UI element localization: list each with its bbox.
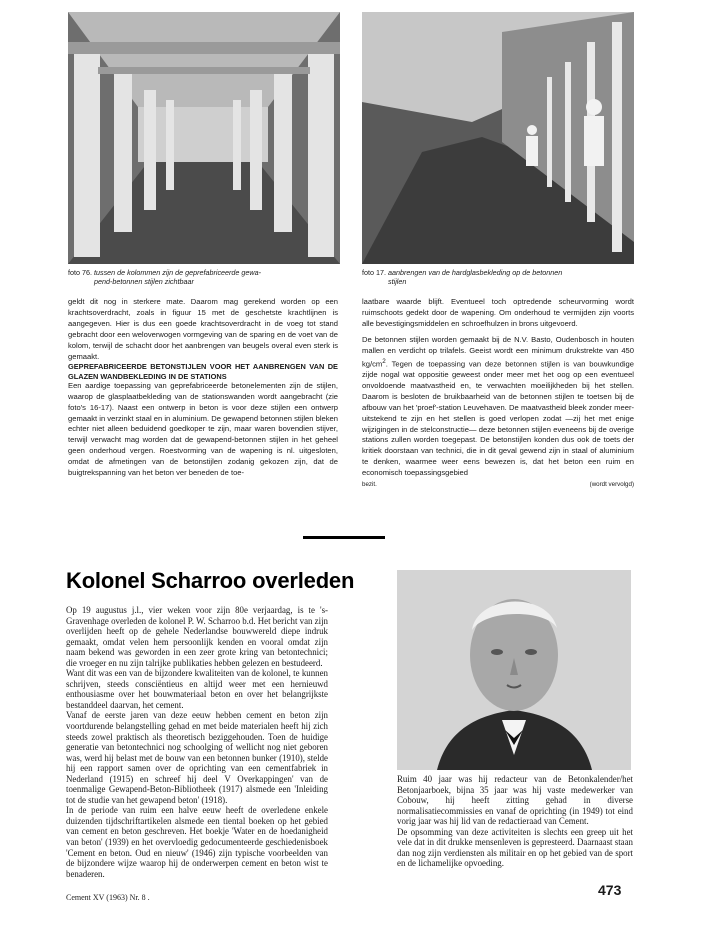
article-subheading: GEPREFABRICEERDE BETONSTIJLEN VOOR HET AANBRENGEN VAN DE GLAZEN WANDBEKLEDING IN DE STATIONS [68,362,338,381]
article-paragraph: geldt dit nog in sterkere mate. Daarom mag gerekend worden op een krachtsoverdracht, zoals in figuur 15 met de geschetste krachtlijnen is aangegeven. Hier is dus een goede krachtsoverdracht in de voeg tot stand gebracht door een weloverwogen vormgeving van de sparing en de voet van de kolom, terwijl de schacht door het aanbrengen van beugels overal even sterk is gemaakt. [68,297,338,361]
obituary-paragraph: Ruim 40 jaar was hij redacteur van de Betonkalender/het Betonjaarboek, bijna 35 jaar was hij vaste medewerker van Cobouw, hij heeft zitting gehad in diverse normalisatiecommissies en vanaf de oprichting (in 1949) tot eind vorig jaar was hij lid van de redactieraad van Cement. [397,774,633,827]
obituary-paragraph: Vanaf de eerste jaren van deze eeuw hebben cement en beton zijn voortdurende belangstelling gehad en met beide materialen heeft hij zich steeds zowel praktisch als theoretisch beziggehouden. Toen de huidige generatie van betontechnici nog schoolging of wellicht nog niet geboren was, werd hij belast met de bouw van een betonnen bunker (1910), stelde hij een rapport samen over de oprichting van een cementfabriek in Nederland (1915) en schreef hij deel V Overkappingen' van de toenmalige Gewapend-Beton-Bibliotheek (1917) alsmede een 'Inleiding tot de studie van het gewapend beton' (1918). [66,710,328,805]
obituary-paragraph: In de periode van ruim een halve eeuw heeft de overledene enkele duizenden tijdschriftartikelen alsmede een tiental boeken op het gebied van cement en beton geschreven. Het boekje 'Water en de hoedanigheid van beton' (1939) en het overvloedig gedocumenteerde geschiedenisboek 'Cement en beton. Oud en nieuw' (1946) zijn typische voorbeelden van de bijzondere wijze waarop hij de onderwerpen cement en beton wist te benaderen. [66,805,328,879]
article-paragraph: De betonnen stijlen worden gemaakt bij de N.V. Basto, Oudenbosch in houten mallen en verdicht op trilafels. Geeist wordt een minimum drukstrekte van 450 $kg/cm^2$. Tegen de toepassing van deze betonnen stijlen is van bouwkundige zijde nogal wat oppositie geweest onder meer met het oog op een eventueel onvoldoende maatvastheid en, te verwachten moeilijkheden bij het stellen. Daarom is besloten de bruikbaarheid van de betonnen stijlen te toetsen bij de afbouw van het 'proef'-station Leuvehaven. De maatvastheid bleek zonder meer-uitstekend te zijn en het stellen is goed verlopen zodat —zij het met enige wijzigingen in de stelconstructie— deze betonnen stijlen eveneens bij de overige stations zullen worden toegepast. De betonstijlen konden dus ook de toets der kritiek doorstaan van technici, die in dit geval gewend zijn in staal of aluminium te denken, waarmee weer eens bewezen is, dat het beton een ruim en economisch toepassingsgebied [362,334,634,478]
superscript: 2 [382,357,386,365]
caption-label: foto 17. [362,268,386,277]
obituary-headline: Kolonel Scharroo overleden [66,568,355,593]
page-number: 473 [598,882,622,898]
photo-caption-right [362,268,634,286]
obituary-paragraph: De opsomming van deze activiteiten is slechts een greep uit het vele dat in dit drukke mensenleven is gepresteerd. Daarnaast staan dan nog zijn verdiensten als militair en op het gebied van de sport en de lichamelijke opvoeding. [397,826,633,869]
article-column-right [362,297,634,489]
obituary-side-column [397,774,633,869]
photo-caption-left [68,268,340,286]
caption-text-continued: stijlen [388,277,407,286]
obituary-body [66,605,328,879]
continued-note: (wordt vervolgd) [589,481,634,489]
article-end-line [362,480,634,489]
article-last-word: bezit. [362,481,377,489]
obituary-paragraph: Op 19 augustus j.l., vier weken voor zijn 80e verjaardag, is te 's-Gravenhage overleden de kolonel P. W. Scharroo b.d. Het bericht van zijn overlijden heeft op de gehele Nederlandse bouwwereld diepe indruk gemaakt, omdat velen hem persoonlijk kenden en vooral omdat zijn naam bekend was geworden in een zeer grote kring van betontechnici; die vroeger en nu zijn talrijke publikaties hebben gelezen en bestudeerd. [66,605,328,668]
section-divider [303,536,385,539]
article-paragraph: laatbare waarde blijft. Eventueel toch optredende scheurvorming wordt ruimschoots gedekt door de wapening. Om onderhoud te vermijden zijn voorts alle bevestigingsmiddelen en schroefhulzen in brons uitgevoerd. [362,297,634,328]
caption-label: foto 76. [68,268,92,277]
caption-text: tussen de kolommen zijn de geprefabriceerde gewa- [93,268,261,277]
obituary-paragraph: Want dit was een van de bijzondere kwaliteiten van de kolonel, te kunnen schrijven, steeds consciëntieus en altijd weer met een hernieuwd enthousiasme over het bouwmateriaal beton en over het belangrijkste bestanddeel daarvan, het cement. [66,668,328,710]
article-column-left [68,297,338,479]
journal-reference: Cement XV (1963) Nr. 8 . [66,893,150,902]
caption-text: aanbrengen van de hardglasbekleding op de betonnen [387,268,563,277]
tunnel-columns-photo [68,12,340,264]
portrait-photo [397,570,631,770]
caption-text-continued: pend-betonnen stijlen zichtbaar [94,277,194,286]
article-paragraph: Een aardige toepassing van geprefabriceerde betonelementen zijn de stijlen, waarop de glasplaatbekleding van de stationswanden wordt aangebracht (zie foto's 16-17). Naast een ontwerp in beton is voor deze stijlen een ontwerp gemaakt in verzinkt staal en in aluminium. De gewapend betonnen stijlen bleken echter niet alleen beduidend goedkoper te zijn, maar waren bovendien stijver, terwijl verwacht mag worden dat de gewapend-betonnen stijlen in het geheel geen onderhoud vergen. Roestvorming van de wapening is nl. uitgesloten, omdat de afmetingen van de betonstijlen zodanig gekozen zijn, dat de buigtrekspanning van het beton ver beneden de toe- [68,380,338,478]
tunnel-workers-photo [362,12,634,264]
